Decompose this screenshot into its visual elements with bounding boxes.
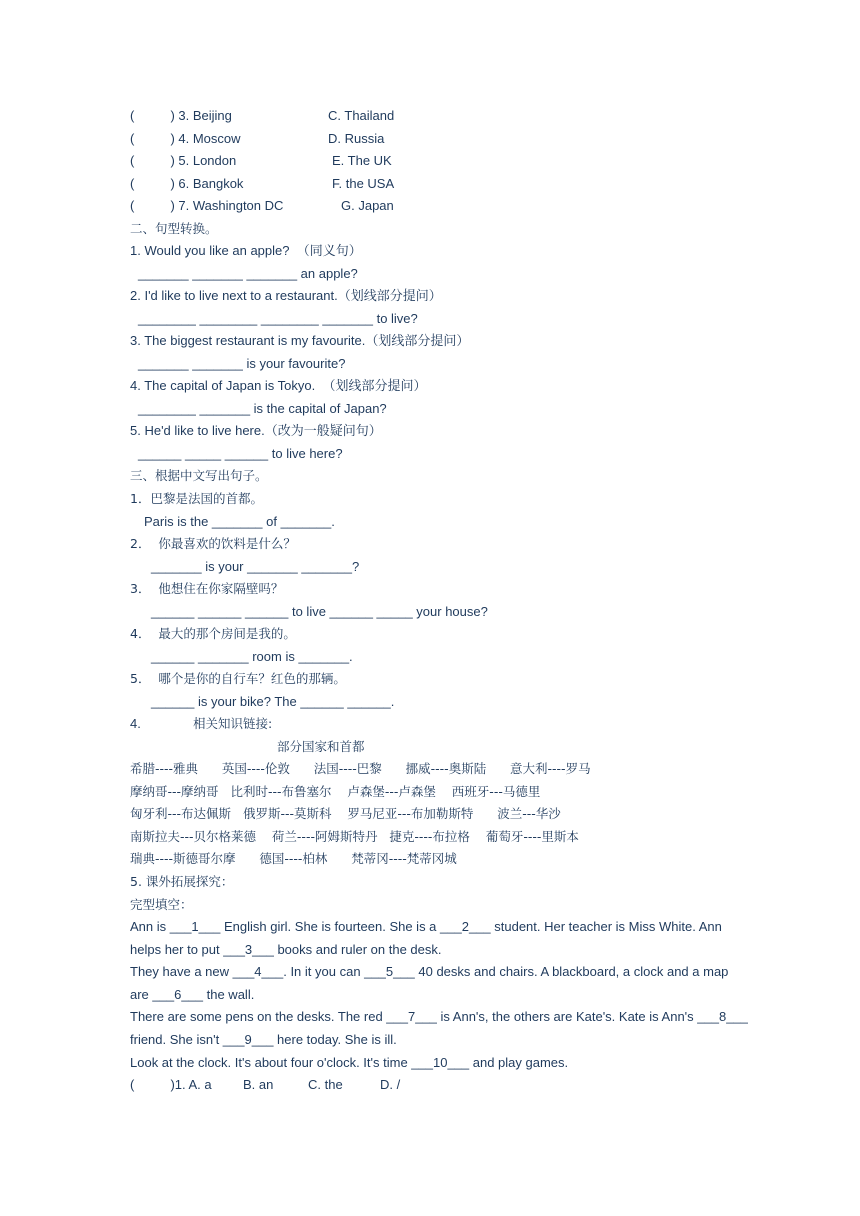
match-item-7: ( ) 7. Washington DC	[130, 198, 284, 213]
option-d: D. /	[380, 1077, 401, 1092]
section2-q5: 5. He'd like to live here.（改为一般疑问句）	[130, 423, 382, 438]
match-right-7: G. Japan	[341, 198, 394, 213]
cloze-line: They have a new ___4___. In it you can ___5___ 40 desks and chairs. A blackboard, a clock and a map	[130, 964, 729, 979]
section2-q2: 2. I'd like to live next to a restaurant.（划线部分提问）	[130, 288, 442, 303]
section5-heading: 5. 课外拓展探究：	[130, 874, 234, 889]
knowledge-subtitle: 部分国家和首都	[277, 739, 365, 754]
option-b: B. an	[243, 1077, 274, 1092]
section5-subheading: 完型填空：	[130, 897, 193, 912]
section3-q2: 2． 你最喜欢的饮料是什么？	[130, 536, 296, 551]
capitals-row: 匈牙利---布达佩斯 俄罗斯---莫斯科 罗马尼亚---布加勒斯特 波兰---华沙	[130, 806, 561, 821]
section2-heading: 二、句型转换。	[130, 221, 218, 236]
section3-heading: 三、根据中文写出句子。	[130, 468, 268, 483]
section3-a3: ______ ______ ______ to live ______ _____ your house?	[151, 604, 488, 619]
section3-a5: ______ is your bike? The ______ ______.	[151, 694, 395, 709]
section2-a2: ________ ________ ________ _______ to live?	[138, 311, 418, 326]
cloze-line: Look at the clock. It's about four o'clock. It's time ___10___ and play games.	[130, 1055, 569, 1070]
cloze-line: helps her to put ___3___ books and ruler on the desk.	[130, 942, 442, 957]
match-right-5: E. The UK	[332, 153, 392, 168]
section3-q3: 3． 他想住在你家隔壁吗？	[130, 581, 284, 596]
section3-q4: 4． 最大的那个房间是我的。	[130, 626, 296, 641]
match-left: ( ) 3. Beijing	[130, 108, 232, 123]
match-right-3: C. Thailand	[328, 108, 395, 123]
capitals-row: 希腊----雅典 英国----伦敦 法国----巴黎 挪威----奥斯陆 意大利----罗马	[130, 761, 591, 776]
knowledge-number: 4.	[130, 716, 141, 731]
section3-a2: _______ is your _______ _______?	[151, 559, 360, 574]
section3-a4: ______ _______ room is _______.	[151, 649, 353, 664]
capitals-row: 瑞典----斯德哥尔摩 德国----柏林 梵蒂冈----梵蒂冈城	[130, 851, 457, 866]
section2-q3: 3. The biggest restaurant is my favourite.（划线部分提问）	[130, 333, 470, 348]
section2-a1: _______ _______ _______ an apple?	[138, 266, 358, 281]
section2-q4: 4. The capital of Japan is Tokyo. （划线部分提问）	[130, 378, 427, 393]
cloze-line: are ___6___ the wall.	[130, 987, 255, 1002]
match-item-5: ( ) 5. London	[130, 153, 237, 168]
section2-q1: 1. Would you like an apple? （同义句）	[130, 243, 362, 258]
section2-a4: ________ _______ is the capital of Japan?	[138, 401, 387, 416]
capitals-row: 南斯拉夫---贝尔格莱德 荷兰----阿姆斯特丹 捷克----布拉格 葡萄牙----里斯本	[130, 829, 579, 844]
section3-a1: Paris is the _______ of _______.	[144, 514, 335, 529]
match-item-3	[130, 107, 232, 125]
capitals-row: 摩纳哥---摩纳哥 比利时---布鲁塞尔 卢森堡---卢森堡 西班牙---马德里	[130, 784, 541, 799]
option-c: C. the	[308, 1077, 343, 1092]
match-right-6: F. the USA	[332, 176, 395, 191]
cloze-line: friend. She isn't ___9___ here today. She is ill.	[130, 1032, 397, 1047]
section2-a3: _______ _______ is your favourite?	[138, 356, 346, 371]
section3-q5: 5． 哪个是你的自行车？红色的那辆。	[130, 671, 346, 686]
section2-a5: ______ _____ ______ to live here?	[138, 446, 343, 461]
section3-q1: 1．巴黎是法国的首都。	[130, 491, 263, 506]
match-item-6: ( ) 6. Bangkok	[130, 176, 244, 191]
cloze-line: Ann is ___1___ English girl. She is fourteen. She is a ___2___ student. Her teacher is Miss White. Ann	[130, 919, 722, 934]
match-right-4: D. Russia	[328, 131, 385, 146]
knowledge-heading: 相关知识链接:	[193, 716, 273, 731]
option-row-1: ( )1. A. a	[130, 1077, 212, 1092]
match-item-4: ( ) 4. Moscow	[130, 131, 241, 146]
cloze-line: There are some pens on the desks. The red ___7___ is Ann's, the others are Kate's. Kate is Ann's ___8___	[130, 1009, 748, 1024]
